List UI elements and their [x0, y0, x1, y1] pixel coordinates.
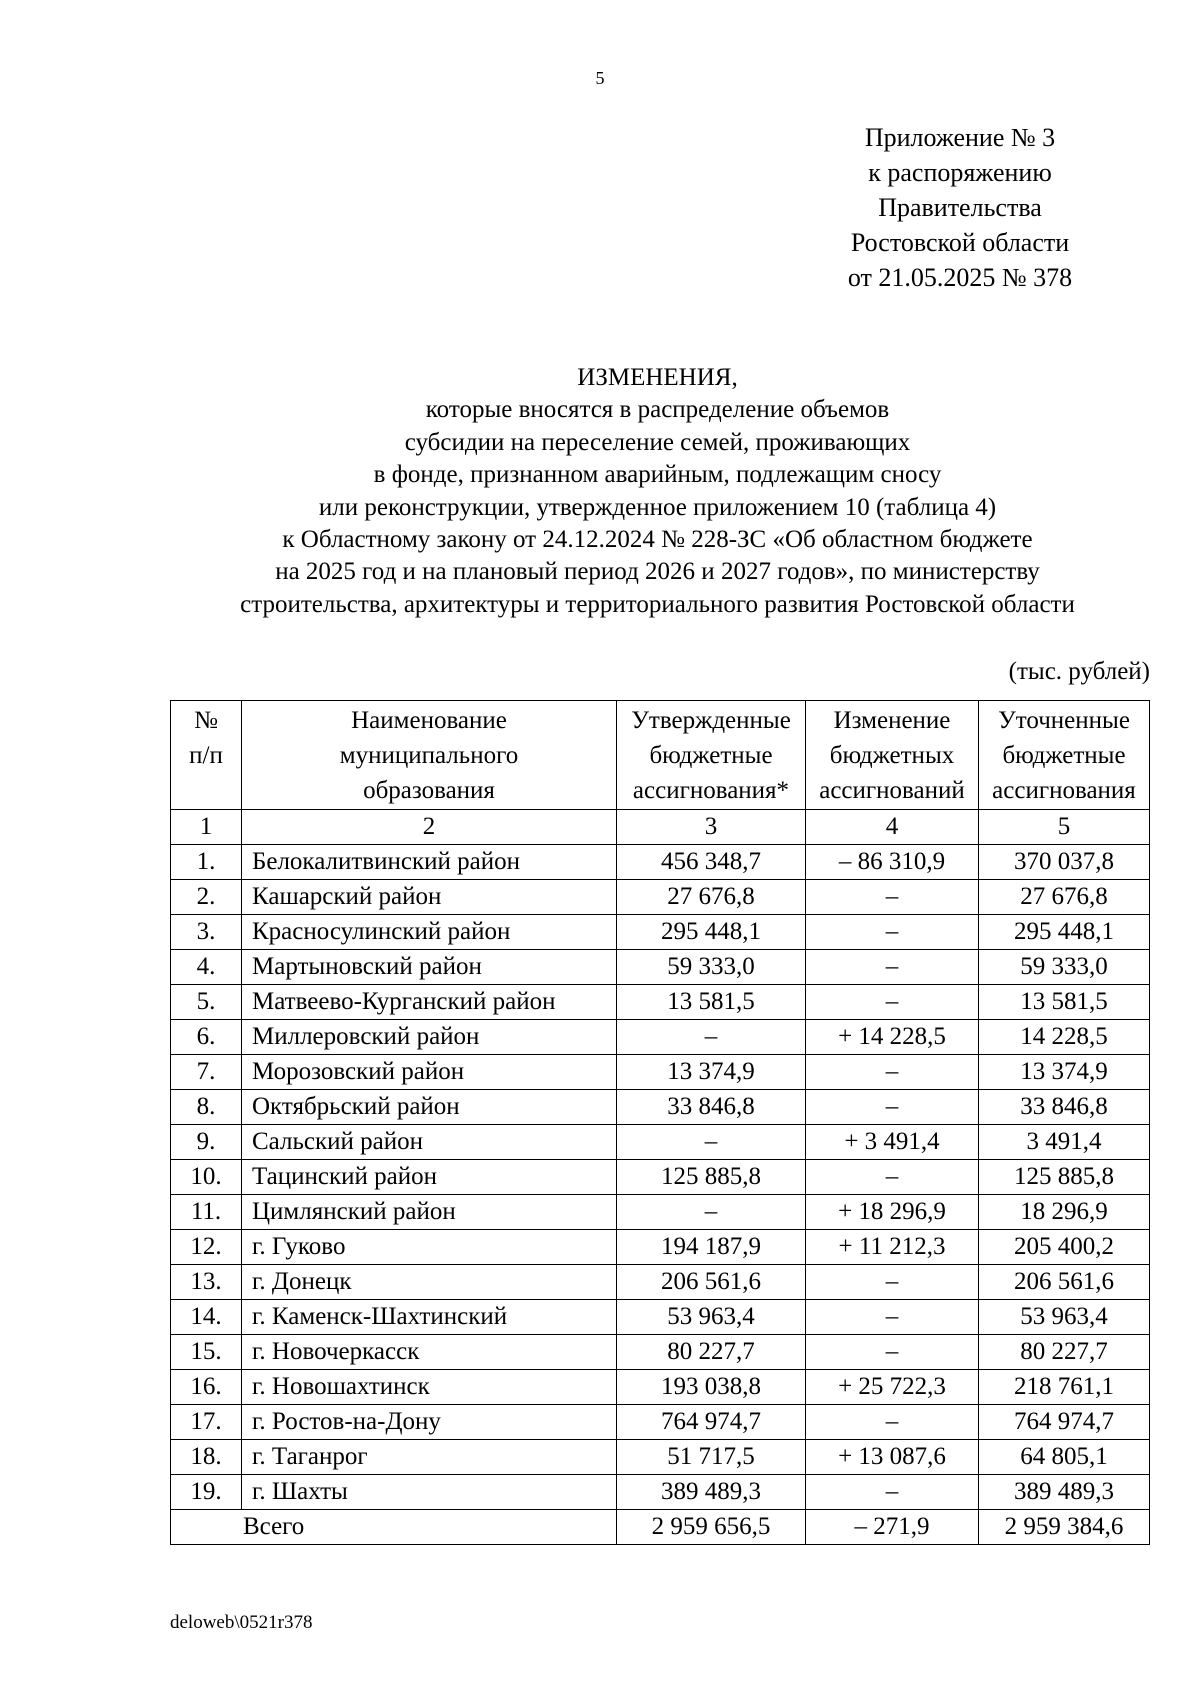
total-row — [171, 1510, 1150, 1545]
refined-value: 205 400,2 — [979, 1230, 1150, 1265]
row-number: 15. — [171, 1335, 242, 1370]
units-label: (тыс. рублей) — [1008, 658, 1150, 685]
table-row — [171, 915, 1150, 950]
table-row — [171, 985, 1150, 1020]
title-line: или реконструкции, утвержденное приложением 10 (таблица 4) — [318, 493, 997, 521]
change-value: – — [806, 985, 979, 1020]
municipality-name: Морозовский район — [242, 1055, 617, 1090]
table-row — [171, 1090, 1150, 1125]
approved-value: 80 227,7 — [617, 1335, 806, 1370]
refined-value: 14 228,5 — [979, 1020, 1150, 1055]
title-line: которые вносятся в распределение объемов — [425, 396, 890, 424]
approved-value: 13 581,5 — [617, 985, 806, 1020]
appendix-stamp — [820, 120, 1100, 295]
table-row — [171, 1195, 1150, 1230]
header-approved — [617, 701, 806, 810]
row-number: 7. — [171, 1055, 242, 1090]
title-line: субсидии на переселение семей, проживающих — [404, 428, 911, 456]
change-value: + 13 087,6 — [806, 1440, 979, 1475]
row-number: 4. — [171, 950, 242, 985]
header-change — [806, 701, 979, 810]
row-number: 5. — [171, 985, 242, 1020]
refined-value: 206 561,6 — [979, 1265, 1150, 1300]
header-line: бюджетные — [1002, 742, 1126, 769]
title-line: строительства, архитектуры и территориального развития Ростовской области — [240, 590, 1075, 618]
municipality-name: Мартыновский район — [242, 950, 617, 985]
footer-file-ref: deloweb\0521r378 — [170, 1612, 313, 1633]
change-value: – 86 310,9 — [806, 845, 979, 880]
table-row — [171, 1125, 1150, 1160]
table-row — [171, 1440, 1150, 1475]
header-line: бюджетные — [649, 742, 773, 769]
refined-value: 53 963,4 — [979, 1300, 1150, 1335]
approved-value: 59 333,0 — [617, 950, 806, 985]
table-row — [171, 1055, 1150, 1090]
row-number: 18. — [171, 1440, 242, 1475]
appendix-line: от 21.05.2025 № 378 — [847, 263, 1073, 292]
title-line: в фонде, признанном аварийным, подлежащим сносу — [373, 461, 942, 489]
municipality-name: Цимлянский район — [242, 1195, 617, 1230]
refined-value: 80 227,7 — [979, 1335, 1150, 1370]
table-row — [171, 880, 1150, 915]
refined-value: 64 805,1 — [979, 1440, 1150, 1475]
refined-value: 764 974,7 — [979, 1405, 1150, 1440]
change-value: + 14 228,5 — [806, 1020, 979, 1055]
header-line: п/п — [189, 742, 223, 769]
approved-value: 51 717,5 — [617, 1440, 806, 1475]
approved-value: 389 489,3 — [617, 1475, 806, 1510]
table-row — [171, 1160, 1150, 1195]
header-line: муниципального — [339, 742, 519, 769]
column-number: 5 — [979, 810, 1150, 845]
municipality-name: г. Ростов-на-Дону — [242, 1405, 617, 1440]
refined-value: 13 581,5 — [979, 985, 1150, 1020]
header-line: ассигнования* — [632, 777, 790, 804]
municipality-name: Сальский район — [242, 1125, 617, 1160]
table-row — [171, 950, 1150, 985]
table-row — [171, 1300, 1150, 1335]
table-body — [171, 845, 1150, 1510]
municipality-name: Тацинский район — [242, 1160, 617, 1195]
refined-value: 125 885,8 — [979, 1160, 1150, 1195]
change-value: – — [806, 1160, 979, 1195]
title-heading: ИЗМЕНЕНИЯ, — [577, 364, 738, 391]
header-refined — [979, 701, 1150, 810]
appendix-line: Приложение № 3 — [864, 123, 1056, 152]
approved-value: 764 974,7 — [617, 1405, 806, 1440]
refined-value: 389 489,3 — [979, 1475, 1150, 1510]
approved-value: 13 374,9 — [617, 1055, 806, 1090]
header-line: Уточненные — [998, 707, 1130, 734]
column-number-row — [171, 810, 1150, 845]
document-title — [100, 362, 1200, 621]
table-row — [171, 1335, 1150, 1370]
approved-value: – — [617, 1125, 806, 1160]
row-number: 10. — [171, 1160, 242, 1195]
approved-value: – — [617, 1020, 806, 1055]
change-value: – — [806, 1055, 979, 1090]
row-number: 1. — [171, 845, 242, 880]
municipality-name: г. Шахты — [242, 1475, 617, 1510]
table-row — [171, 1230, 1150, 1265]
change-value: – — [806, 950, 979, 985]
row-number: 14. — [171, 1300, 242, 1335]
header-municipality — [242, 701, 617, 810]
change-value: – — [806, 1090, 979, 1125]
change-value: – — [806, 880, 979, 915]
change-value: + 3 491,4 — [806, 1125, 979, 1160]
change-value: – — [806, 1265, 979, 1300]
row-number: 6. — [171, 1020, 242, 1055]
approved-value: – — [617, 1195, 806, 1230]
table-row — [171, 1475, 1150, 1510]
total-change: – 271,9 — [806, 1510, 979, 1545]
table-header-row — [171, 701, 1150, 810]
change-value: + 25 722,3 — [806, 1370, 979, 1405]
appendix-line: к распоряжению — [868, 158, 1052, 187]
table-row — [171, 1020, 1150, 1055]
municipality-name: Миллеровский район — [242, 1020, 617, 1055]
header-line: Утвержденные — [631, 707, 791, 734]
row-number: 16. — [171, 1370, 242, 1405]
header-line: образования — [363, 777, 495, 804]
total-refined: 2 959 384,6 — [979, 1510, 1150, 1545]
approved-value: 295 448,1 — [617, 915, 806, 950]
appendix-line: Правительства — [878, 193, 1042, 222]
title-line: на 2025 год и на плановый период 2026 и 2027 годов», по министерству — [275, 558, 1040, 586]
change-value: – — [806, 1405, 979, 1440]
header-line: ассигнования — [992, 777, 1136, 804]
table-row — [171, 1405, 1150, 1440]
municipality-name: г. Гуково — [242, 1230, 617, 1265]
approved-value: 53 963,4 — [617, 1300, 806, 1335]
row-number: 3. — [171, 915, 242, 950]
approved-value: 206 561,6 — [617, 1265, 806, 1300]
row-number: 11. — [171, 1195, 242, 1230]
refined-value: 27 676,8 — [979, 880, 1150, 915]
row-number: 9. — [171, 1125, 242, 1160]
change-value: – — [806, 915, 979, 950]
header-line: № — [194, 707, 218, 734]
row-number: 2. — [171, 880, 242, 915]
change-value: + 11 212,3 — [806, 1230, 979, 1265]
row-number: 19. — [171, 1475, 242, 1510]
approved-value: 27 676,8 — [617, 880, 806, 915]
municipality-name: г. Таганрог — [242, 1440, 617, 1475]
approved-value: 125 885,8 — [617, 1160, 806, 1195]
change-value: – — [806, 1300, 979, 1335]
column-number: 1 — [171, 810, 242, 845]
approved-value: 456 348,7 — [617, 845, 806, 880]
change-value: + 18 296,9 — [806, 1195, 979, 1230]
refined-value: 3 491,4 — [979, 1125, 1150, 1160]
header-number — [171, 701, 242, 810]
header-line: Изменение — [833, 707, 951, 734]
table-row — [171, 845, 1150, 880]
approved-value: 193 038,8 — [617, 1370, 806, 1405]
column-number: 4 — [806, 810, 979, 845]
budget-table — [170, 700, 1150, 1545]
row-number: 8. — [171, 1090, 242, 1125]
change-value: – — [806, 1475, 979, 1510]
approved-value: 33 846,8 — [617, 1090, 806, 1125]
header-line: Наименование — [351, 707, 507, 734]
appendix-line: Ростовской области — [850, 228, 1070, 257]
municipality-name: Октябрьский район — [242, 1090, 617, 1125]
municipality-name: Красносулинский район — [242, 915, 617, 950]
column-number: 2 — [242, 810, 617, 845]
row-number: 17. — [171, 1405, 242, 1440]
column-number: 3 — [617, 810, 806, 845]
total-approved: 2 959 656,5 — [617, 1510, 806, 1545]
municipality-name: Белокалитвинский район — [242, 845, 617, 880]
total-label: Всего — [171, 1510, 617, 1545]
row-number: 12. — [171, 1230, 242, 1265]
municipality-name: Кашарский район — [242, 880, 617, 915]
municipality-name: г. Каменск-Шахтинский — [242, 1300, 617, 1335]
refined-value: 370 037,8 — [979, 845, 1150, 880]
title-line: к Областному закону от 24.12.2024 № 228-ЗС «Об областном бюджете — [282, 526, 1033, 554]
refined-value: 33 846,8 — [979, 1090, 1150, 1125]
row-number: 13. — [171, 1265, 242, 1300]
refined-value: 13 374,9 — [979, 1055, 1150, 1090]
header-line: бюджетных — [829, 742, 955, 769]
header-line: ассигнований — [819, 777, 965, 804]
refined-value: 18 296,9 — [979, 1195, 1150, 1230]
page-number: 5 — [595, 68, 605, 88]
table-row — [171, 1265, 1150, 1300]
approved-value: 194 187,9 — [617, 1230, 806, 1265]
municipality-name: Матвеево-Курганский район — [242, 985, 617, 1020]
municipality-name: г. Донецк — [242, 1265, 617, 1300]
table-row — [171, 1370, 1150, 1405]
change-value: – — [806, 1335, 979, 1370]
refined-value: 218 761,1 — [979, 1370, 1150, 1405]
municipality-name: г. Новошахтинск — [242, 1370, 617, 1405]
refined-value: 59 333,0 — [979, 950, 1150, 985]
municipality-name: г. Новочеркасск — [242, 1335, 617, 1370]
refined-value: 295 448,1 — [979, 915, 1150, 950]
